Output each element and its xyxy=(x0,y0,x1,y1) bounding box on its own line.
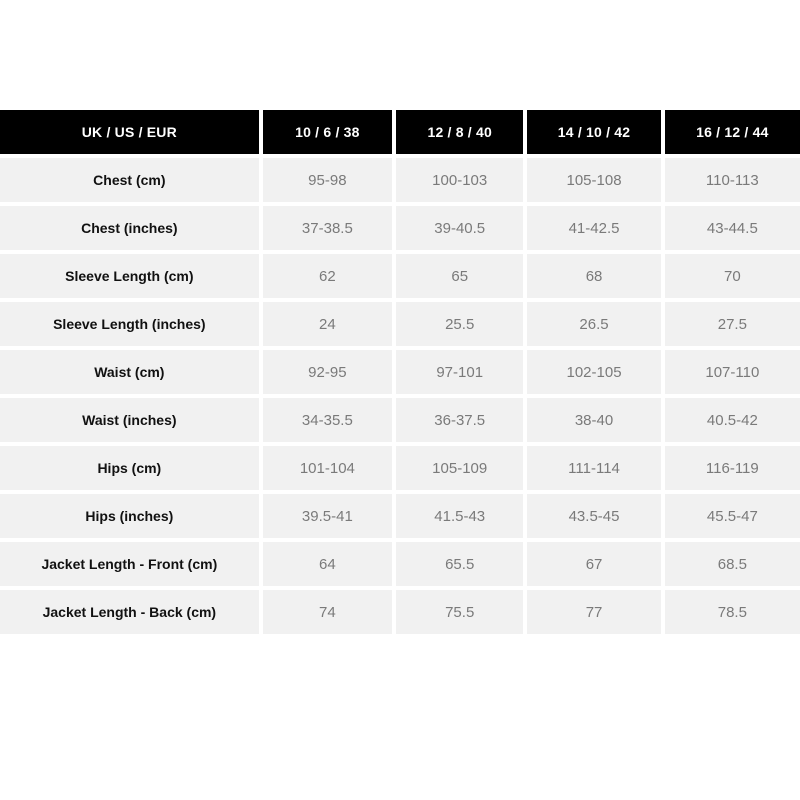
table-cell: 65.5 xyxy=(396,542,523,586)
header-size-14: 14 / 10 / 42 xyxy=(527,110,660,154)
header-size-12: 12 / 8 / 40 xyxy=(396,110,523,154)
table-cell: 68 xyxy=(527,254,660,298)
header-size-16: 16 / 12 / 44 xyxy=(665,110,800,154)
table-row xyxy=(0,158,800,202)
table-cell: 64 xyxy=(263,542,392,586)
table-row xyxy=(0,446,800,490)
table-cell: 92-95 xyxy=(263,350,392,394)
table-row xyxy=(0,254,800,298)
table-cell: 95-98 xyxy=(263,158,392,202)
table-cell: 34-35.5 xyxy=(263,398,392,442)
table-cell: 68.5 xyxy=(665,542,800,586)
table-row xyxy=(0,350,800,394)
row-label: Sleeve Length (cm) xyxy=(0,254,259,298)
table-cell: 26.5 xyxy=(527,302,660,346)
table-cell: 110-113 xyxy=(665,158,800,202)
table-row xyxy=(0,302,800,346)
table-cell: 74 xyxy=(263,590,392,634)
table-cell: 67 xyxy=(527,542,660,586)
table-header-row xyxy=(0,110,800,154)
table-cell: 107-110 xyxy=(665,350,800,394)
table-cell: 105-109 xyxy=(396,446,523,490)
table-cell: 105-108 xyxy=(527,158,660,202)
table-cell: 41.5-43 xyxy=(396,494,523,538)
row-label: Hips (inches) xyxy=(0,494,259,538)
table-cell: 62 xyxy=(263,254,392,298)
table-row xyxy=(0,206,800,250)
row-label: Jacket Length - Back (cm) xyxy=(0,590,259,634)
row-label: Sleeve Length (inches) xyxy=(0,302,259,346)
table-cell: 78.5 xyxy=(665,590,800,634)
row-label: Jacket Length - Front (cm) xyxy=(0,542,259,586)
table-cell: 36-37.5 xyxy=(396,398,523,442)
table-row xyxy=(0,494,800,538)
table-cell: 111-114 xyxy=(527,446,660,490)
table-cell: 75.5 xyxy=(396,590,523,634)
table-cell: 101-104 xyxy=(263,446,392,490)
table-cell: 41-42.5 xyxy=(527,206,660,250)
table-cell: 40.5-42 xyxy=(665,398,800,442)
table-cell: 65 xyxy=(396,254,523,298)
table-row xyxy=(0,542,800,586)
table-row xyxy=(0,590,800,634)
table-cell: 102-105 xyxy=(527,350,660,394)
table-cell: 77 xyxy=(527,590,660,634)
table-cell: 39-40.5 xyxy=(396,206,523,250)
header-size-system: UK / US / EUR xyxy=(0,110,259,154)
table-cell: 97-101 xyxy=(396,350,523,394)
row-label: Waist (cm) xyxy=(0,350,259,394)
row-label: Chest (inches) xyxy=(0,206,259,250)
table-cell: 27.5 xyxy=(665,302,800,346)
size-chart-table xyxy=(0,110,800,638)
table-cell: 39.5-41 xyxy=(263,494,392,538)
table-row xyxy=(0,398,800,442)
table-cell: 37-38.5 xyxy=(263,206,392,250)
row-label: Hips (cm) xyxy=(0,446,259,490)
table-cell: 116-119 xyxy=(665,446,800,490)
header-size-10: 10 / 6 / 38 xyxy=(263,110,392,154)
table-cell: 43.5-45 xyxy=(527,494,660,538)
table-cell: 38-40 xyxy=(527,398,660,442)
table-cell: 100-103 xyxy=(396,158,523,202)
row-label: Chest (cm) xyxy=(0,158,259,202)
table-cell: 24 xyxy=(263,302,392,346)
table-cell: 25.5 xyxy=(396,302,523,346)
row-label: Waist (inches) xyxy=(0,398,259,442)
table-cell: 70 xyxy=(665,254,800,298)
table-cell: 43-44.5 xyxy=(665,206,800,250)
table-cell: 45.5-47 xyxy=(665,494,800,538)
